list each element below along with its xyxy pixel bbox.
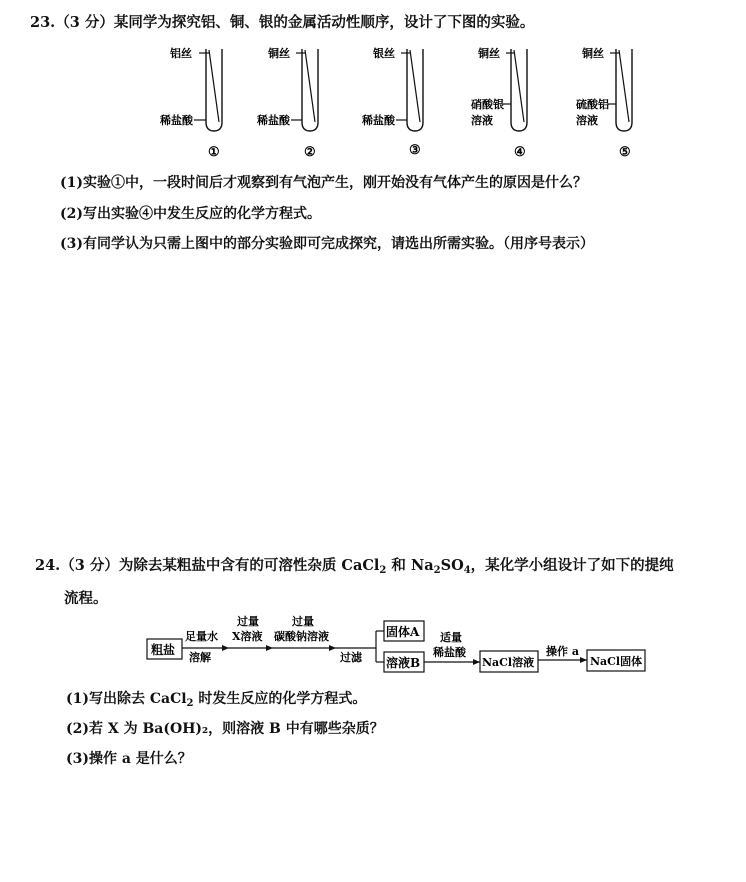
q24-title-sub-4: 4 [463,565,471,576]
q24-sub2: (2)若 X 为 Ba(OH)₂，则溶液 B 中有哪些杂质？ [66,721,384,737]
q23-sub3: (3)有同学认为只需上图中的部分实验即可完成探究，请选出所需实验。（用序号表示） [60,236,594,252]
q24-title-line2: 流程。 [64,590,108,607]
tube-5-liquid-label-2: 溶液 [576,114,598,127]
tube-4-liquid-label-1: 硝酸银 [471,98,504,111]
flow-step1-top: 足量水 [185,630,218,643]
q24-sub1-sub: 2 [186,698,194,709]
tube-5-number: ⑤ [619,145,631,160]
flow-step1-bottom: 溶解 [189,651,211,664]
q24-title-part-a: 24.（3 分）为除去某粗盐中含有的可溶性杂质 CaCl [35,557,380,574]
flow-crude-salt-label: 粗盐 [151,643,176,657]
q23-title: 23.（3 分）某同学为探究铝、铜、银的金属活动性顺序，设计了下图的实验。 [30,14,535,31]
tube-4-number: ④ [514,145,526,160]
tube-2-number: ② [304,145,316,160]
flow-solution-b-label: 溶液B [386,656,421,670]
tube-5-wire-label: 铜丝 [582,47,604,60]
tube-2-wire-label: 铜丝 [268,47,290,60]
q24-sub1-part-b: 时发生反应的化学方程式。 [193,691,367,707]
tube-3-liquid-label: 稀盐酸 [362,114,395,127]
tube-3-wire-label: 银丝 [373,47,395,60]
flow-step3-top1: 过量 [292,615,314,628]
flow-step2-top1: 过量 [237,615,259,628]
tube-5-liquid-label-1: 硫酸铝 [576,98,609,111]
flow-nacl-solid-label: NaCl固体 [590,655,643,668]
tube-4-liquid-label-2: 溶液 [471,114,493,127]
q24-sub1-part-a: (1)写出除去 CaCl [66,691,187,707]
q24-title-part-d: ，某化学小组设计了如下的提纯 [470,557,674,574]
flow-step2-top2: X溶液 [232,630,263,643]
q24-sub3: (3)操作 a 是什么？ [66,751,192,767]
flow-acid-top1: 适量 [440,631,462,644]
q23-sub1: (1)实验①中，一段时间后才观察到有气泡产生，刚开始没有气体产生的原因是什么？ [60,175,587,191]
flow-filter-label: 过滤 [340,651,362,664]
tube-1-number: ① [208,145,220,160]
q24-title-sub-2: 2 [379,565,387,576]
flow-solid-a-label: 固体A [386,625,420,639]
q24-title-sub-3: 2 [433,565,441,576]
flow-nacl-solution-label: NaCl溶液 [482,656,535,669]
flow-step3-top2: 碳酸钠溶液 [274,630,329,643]
tube-3-number: ③ [409,143,421,158]
q23-sub2: (2)写出实验④中发生反应的化学方程式。 [60,206,321,222]
flow-acid-top2: 稀盐酸 [433,646,466,659]
tube-2-liquid-label: 稀盐酸 [257,114,290,127]
tube-4-wire-label: 铜丝 [478,47,500,60]
tube-1-wire-label: 铝丝 [170,47,192,60]
q24-title-part-b: 和 Na [386,557,434,574]
flow-op-label: 操作 a [546,645,579,658]
q24-title-part-c: SO [440,557,464,574]
q24-sub1 [66,688,366,709]
tube-1-liquid-label: 稀盐酸 [160,114,193,127]
